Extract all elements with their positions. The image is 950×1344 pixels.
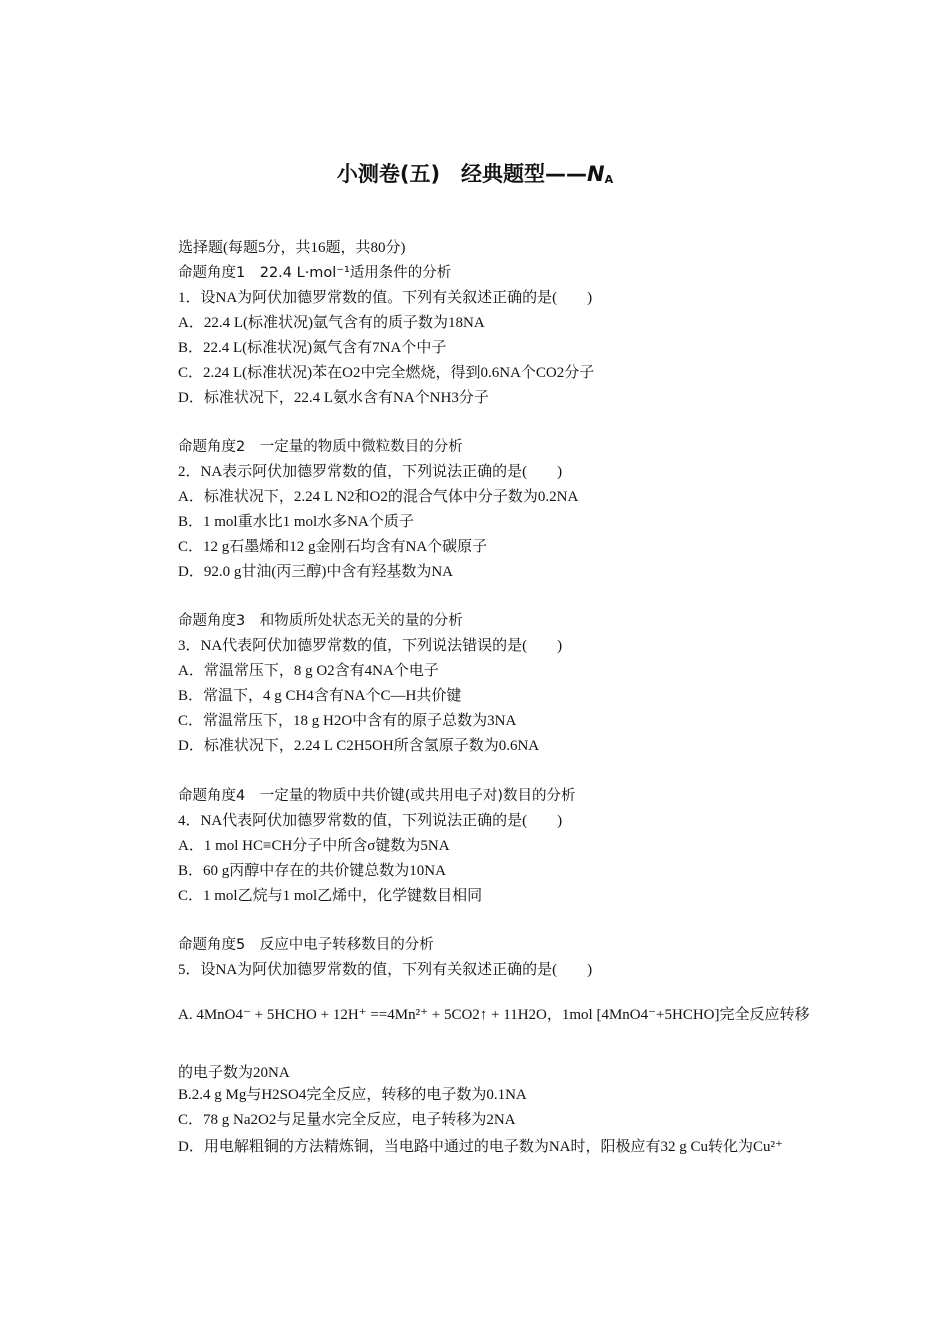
question-1-option-a: A．22.4 L(标准状况)氩气含有的质子数为18NA	[178, 315, 485, 331]
angle-2-heading: 命题角度2 一定量的物质中微粒数目的分析	[178, 439, 463, 455]
question-3-stem: 3．NA代表阿伏加德罗常数的值，下列说法错误的是( )	[178, 638, 563, 654]
angle-4-heading: 命题角度4 一定量的物质中共价键(或共用电子对)数目的分析	[178, 788, 576, 804]
question-3-option-d: D．标准状况下，2.24 L C2H5OH所含氢原子数为0.6NA	[178, 738, 540, 754]
question-3-option-a: A．常温常压下，8 g O2含有4NA个电子	[178, 663, 439, 679]
question-1-option-b: B．22.4 L(标准状况)氮气含有7NA个中子	[178, 340, 447, 356]
angle-5-heading: 命题角度5 反应中电子转移数目的分析	[178, 937, 434, 953]
angle-1-heading: 命题角度1 22.4 L·mol⁻¹适用条件的分析	[178, 265, 452, 281]
question-5-option-a-equation: A. 4MnO4⁻ + 5HCHO + 12H⁺ ==4Mn²⁺ + 5CO2↑ + 11H2O，1mol [4MnO4⁻+5HCHO]完全反应转移的电子数为20NA	[178, 1007, 810, 1081]
question-5-option-d: D．用电解粗铜的方法精炼铜，当电路中通过的电子数为NA时，阳极应有32 g Cu转化为Cu²⁺	[178, 1139, 783, 1155]
page-title: 小测卷(五) 经典题型$——N_A$	[336, 162, 614, 186]
question-1-option-c: C．2.24 L(标准状况)苯在O2中完全燃烧，得到0.6NA个CO2分子	[178, 365, 595, 381]
question-2-stem: 2．NA表示阿伏加德罗常数的值，下列说法正确的是( )	[178, 464, 563, 480]
question-1-option-d: D．标准状况下，22.4 L氨水含有NA个NH3分子	[178, 390, 489, 406]
question-4-option-a: A．1 mol HC≡CH分子中所含σ键数为5NA	[178, 838, 450, 854]
question-4-option-c: C．1 mol乙烷与1 mol乙烯中，化学键数目相同	[178, 888, 483, 904]
question-5-option-c: C．78 g Na2O2与足量水完全反应，电子转移为2NA	[178, 1112, 516, 1128]
question-3-option-c: C．常温常压下，18 g H2O中含有的原子总数为3NA	[178, 713, 517, 729]
question-3-option-b: B．常温下，4 g CH4含有NA个C—H共价键	[178, 688, 462, 704]
question-2-option-c: C．12 g石墨烯和12 g金刚石均含有NA个碳原子	[178, 539, 488, 555]
question-5-option-b: B.2.4 g Mg与H2SO4完全反应，转移的电子数为0.1NA	[178, 1087, 527, 1103]
question-4-stem: 4．NA代表阿伏加德罗常数的值，下列说法正确的是( )	[178, 813, 563, 829]
question-2-option-d: D．92.0 g甘油(丙三醇)中含有羟基数为NA	[178, 564, 453, 580]
question-2-option-b: B．1 mol重水比1 mol水多NA个质子	[178, 514, 414, 530]
question-2-option-a: A．标准状况下，2.24 L N2和O2的混合气体中分子数为0.2NA	[178, 489, 579, 505]
question-1-stem: 1．设NA为阿伏加德罗常数的值。下列有关叙述正确的是( )	[178, 290, 593, 306]
question-4-option-b: B．60 g丙醇中存在的共价键总数为10NA	[178, 863, 446, 879]
section-header: 选择题(每题5分，共16题，共80分)	[178, 240, 406, 256]
angle-3-heading: 命题角度3 和物质所处状态无关的量的分析	[178, 613, 463, 629]
question-5-stem: 5．设NA为阿伏加德罗常数的值，下列有关叙述正确的是( )	[178, 962, 593, 978]
